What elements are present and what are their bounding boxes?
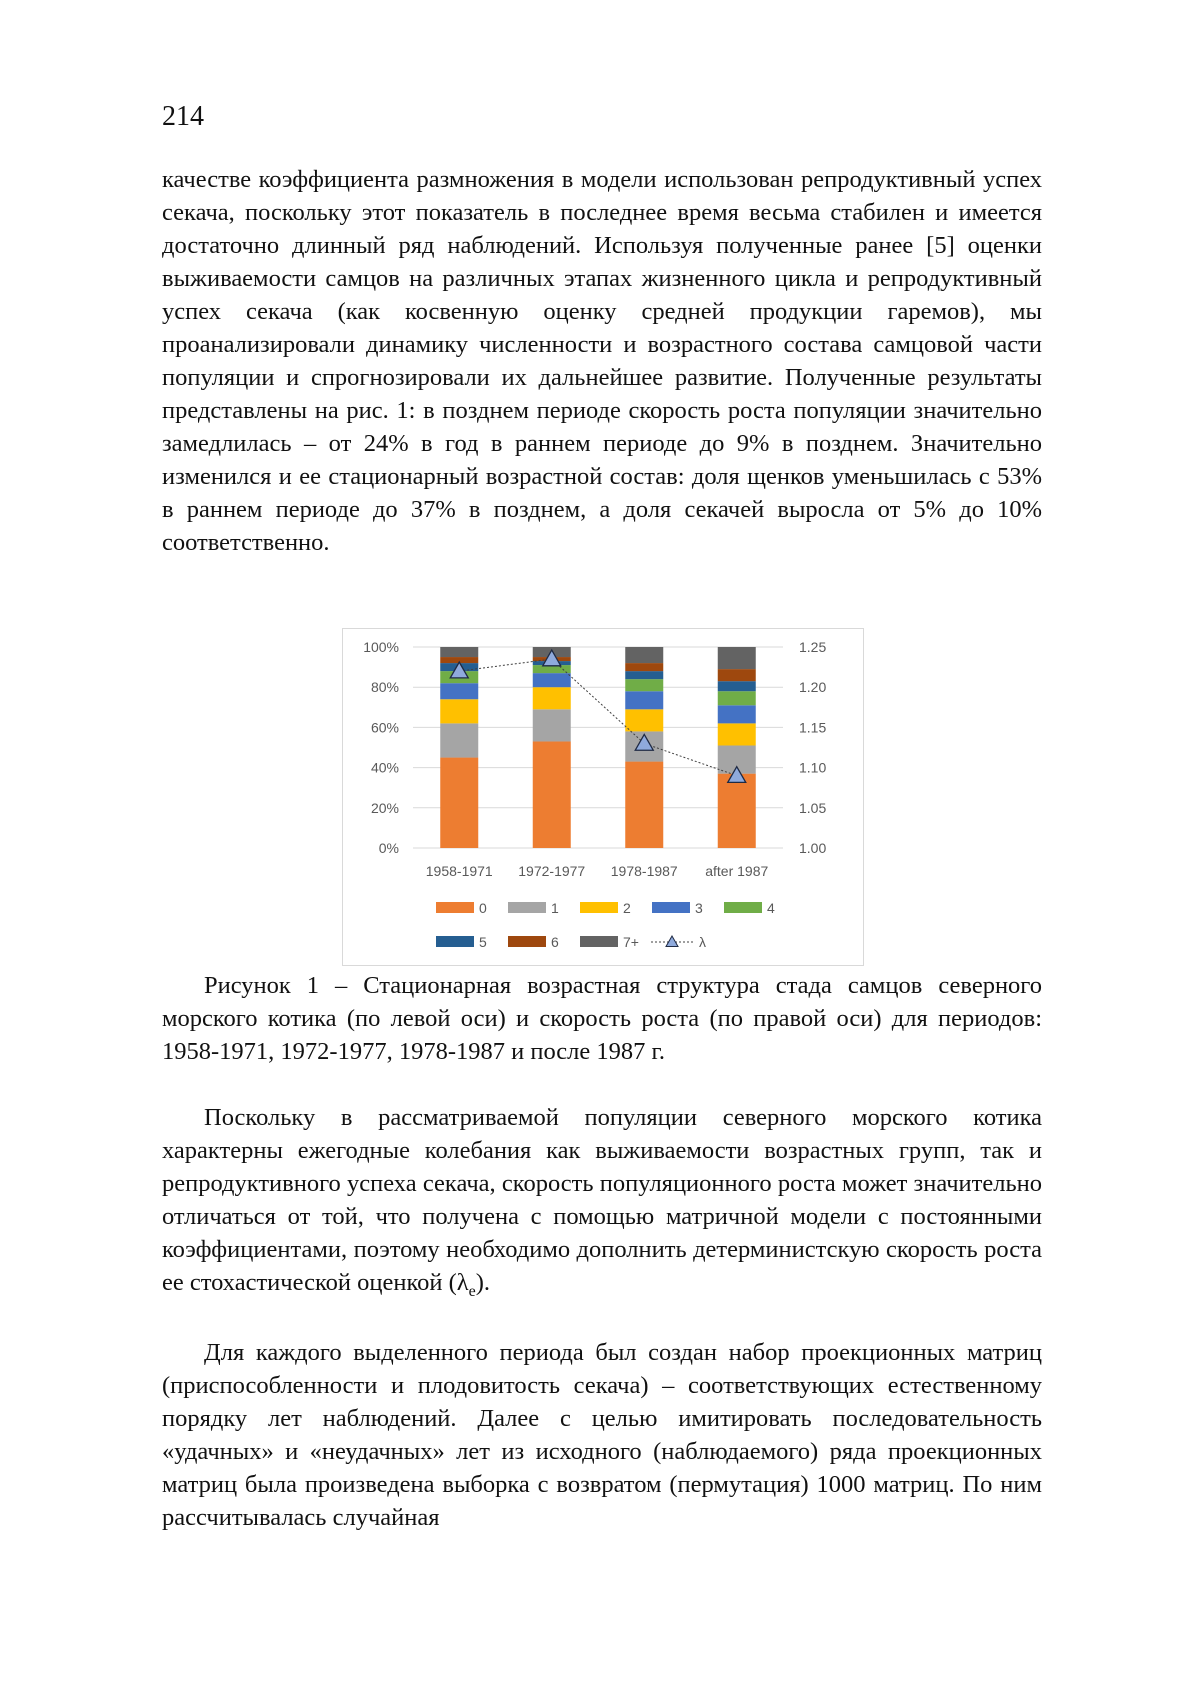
bar-segment-2 (718, 723, 756, 745)
legend-swatch-5 (436, 936, 474, 947)
legend-swatch-7+ (580, 936, 618, 947)
paragraph-3-end: ). (475, 1269, 491, 1296)
legend-label: 0 (479, 900, 487, 916)
right-axis-tick-label: 1.10 (799, 759, 827, 776)
legend-label: 4 (767, 900, 775, 916)
bar-segment-0 (533, 741, 571, 848)
figure-caption: Рисунок 1 – Стационарная возрастная структура стада самцов северного морского котика (по левой оси) и скорость роста (по правой оси) для периодов: 1958-1971, 1972-1977, 1978-1987 и после 1987 г. (162, 972, 1042, 1065)
bar-segment-2 (440, 699, 478, 723)
legend-marker-lambda (666, 936, 678, 947)
legend-swatch-4 (724, 902, 762, 913)
chart-svg (343, 629, 863, 965)
x-axis-tick-label: 1958-1971 (425, 863, 493, 879)
right-axis-tick-label: 1.00 (799, 840, 827, 856)
paragraph-3-text: Поскольку в рассматриваемой популяции северного морского котика характерны ежегодные колебания как выживаемости возрастных групп, так и репродуктивного успеха секача, скорость популяционного роста может значительно отличаться от той, что получена с помощью матричной модели с постоянными коэффициентами, поэтому необходимо дополнить детерминистскую скорость роста ее стохастической оценкой (λ (162, 1104, 1042, 1296)
bar-segment-7+ (625, 647, 663, 663)
paragraph-3 (162, 1101, 1042, 1308)
bar-segment-0 (718, 774, 756, 848)
x-axis-tick-label: after 1987 (705, 863, 769, 879)
legend-label: 7+ (623, 934, 639, 950)
legend-label: 1 (551, 900, 559, 916)
bar-segment-6 (625, 663, 663, 671)
right-axis-tick-label: 1.15 (799, 719, 827, 736)
bar-segment-2 (625, 709, 663, 731)
left-axis-tick-label: 0% (378, 840, 399, 856)
lambda-line (459, 659, 737, 776)
bar-segment-1 (440, 723, 478, 757)
bar-segment-7+ (440, 647, 478, 657)
x-axis-tick-label: 1978-1987 (610, 863, 678, 879)
right-axis-tick-label: 1.20 (799, 679, 827, 696)
paragraph-4: Для каждого выделенного периода был создан набор проекционных матриц (приспособленности и плодовитость секача) – соответствующих естественному порядку лет наблюдений. Далее с целью имитировать последовательность «удачных» и «неудачных» лет из исходного (наблюдаемого) ряда проекционных матриц была произведена выборка с возвратом (пермутация) 1000 матриц. По ним рассчитывалась случайная (162, 1339, 1042, 1531)
legend-label: 6 (551, 934, 559, 950)
lambda-subscript: e (468, 1282, 476, 1300)
bar-segment-1 (533, 709, 571, 741)
bar-segment-5 (625, 671, 663, 679)
legend-label: λ (699, 934, 706, 950)
left-axis-tick-label: 100% (363, 639, 399, 655)
legend-swatch-3 (652, 902, 690, 913)
legend-swatch-0 (436, 902, 474, 913)
bar-segment-6 (718, 669, 756, 681)
bar-segment-3 (440, 683, 478, 699)
bar-segment-3 (625, 691, 663, 709)
left-axis-tick-label: 80% (370, 679, 399, 696)
page-number: 214 (162, 101, 204, 132)
right-axis-tick-label: 1.25 (799, 639, 827, 655)
legend-swatch-1 (508, 902, 546, 913)
figure-1-chart (342, 628, 864, 966)
legend-swatch-6 (508, 936, 546, 947)
legend-swatch-2 (580, 902, 618, 913)
bar-segment-0 (625, 762, 663, 848)
x-axis-tick-label: 1972-1977 (518, 863, 586, 879)
bar-segment-3 (718, 705, 756, 723)
bar-segment-0 (440, 758, 478, 848)
left-axis-tick-label: 40% (370, 759, 399, 776)
legend-label: 3 (695, 900, 703, 916)
left-axis-tick-label: 20% (370, 799, 399, 816)
bar-segment-4 (718, 691, 756, 705)
bar-segment-7+ (718, 647, 756, 669)
bar-segment-3 (533, 673, 571, 687)
left-axis-tick-label: 60% (370, 719, 399, 736)
right-axis-tick-label: 1.05 (799, 799, 827, 816)
legend-label: 2 (623, 900, 631, 916)
bar-segment-5 (718, 681, 756, 691)
paragraph-1: качестве коэффициента размножения в модели использован репродуктивный успех секача, поскольку этот показатель в последнее время весьма стабилен и имеется достаточно длинный ряд наблюдений. Используя полученные ранее [5] оценки выживаемости самцов на различных этапах жизненного цикла и репродуктивный успех секача (как косвенную оценку средней продукции гаремов), мы проанализировали динамику численности и возрастного состава самцовой части популяции и спрогнозировали их дальнейшее развитие. Полученные результаты представлены на рис. 1: в позднем периоде скорость роста популяции значительно замедлилась – от 24% в год в раннем периоде до 9% в позднем. Значительно изменился и ее стационарный возрастной состав: доля щенков уменьшилась с 53% в раннем периоде до 37% в позднем, а доля секачей выросла от 5% до 10% соответственно. (162, 166, 1042, 556)
bar-segment-2 (533, 687, 571, 709)
bar-segment-4 (625, 679, 663, 691)
legend-label: 5 (479, 934, 487, 950)
